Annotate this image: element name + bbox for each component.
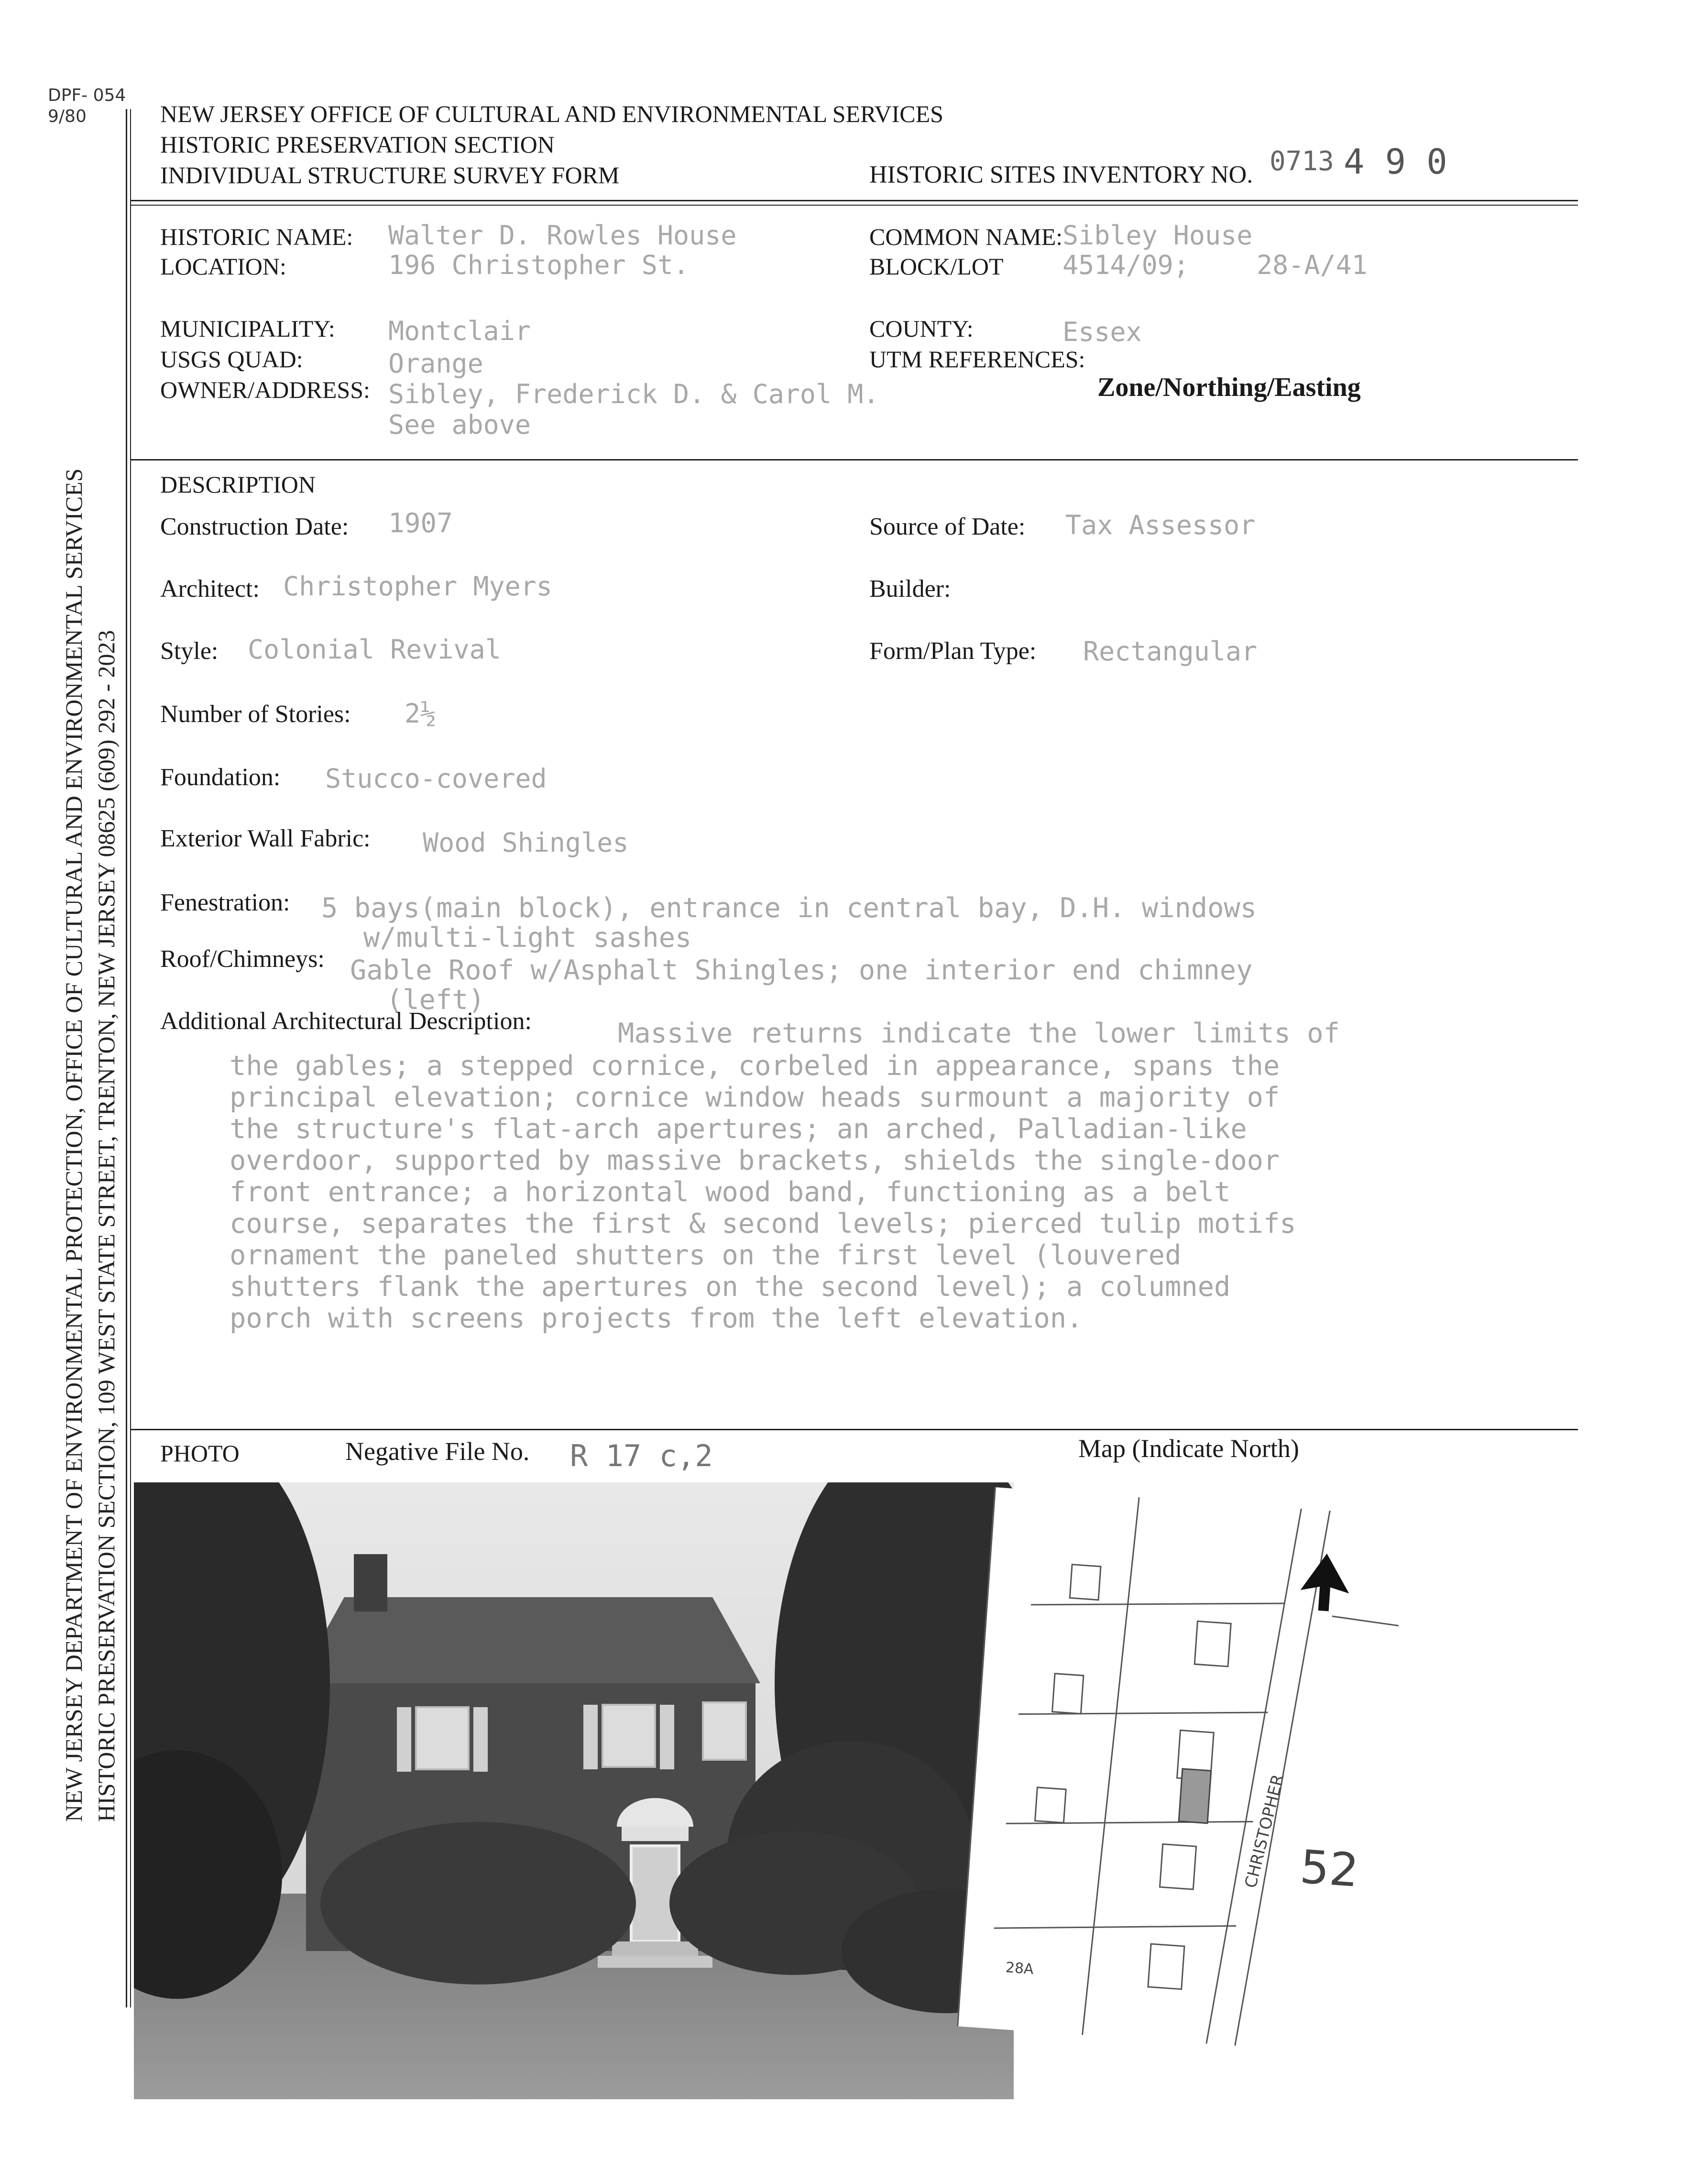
map-label: Map (1078, 1434, 1126, 1463)
north-arrow-icon (1299, 1552, 1352, 1612)
owner-value: Sibley, Frederick D. & Carol M. (388, 379, 879, 409)
map-block-number: 52 (1298, 1840, 1360, 1897)
wall-fabric-value: Wood Shingles (423, 827, 629, 858)
stories-label: Number of Stories: (160, 701, 351, 728)
roof-label: Roof/Chimneys: (160, 945, 325, 973)
map-street-label: CHRISTOPHER (1241, 1772, 1288, 1890)
inventory-number: 0713 (1270, 146, 1334, 177)
owner-label: OWNER/ADDRESS: (160, 376, 370, 403)
location-value: 196 Christopher St. (388, 250, 690, 280)
utm-columns: Zone/Northing/Easting (1097, 373, 1361, 402)
style-label: Style: (160, 637, 219, 665)
fenestration-label: Fenestration: (160, 889, 290, 916)
owner-address-value: See above (388, 409, 531, 440)
negative-file-label: Negative File No. (345, 1437, 530, 1466)
inventory-suffix: 4 9 0 (1344, 142, 1447, 182)
utm-label: UTM REFERENCES: (869, 346, 1085, 373)
construction-date-label: Construction Date: (160, 513, 349, 540)
agency-name: NEW JERSEY OFFICE OF CULTURAL AND ENVIRONMENTAL SERVICES (160, 100, 943, 127)
description-rule (130, 1429, 1578, 1430)
historic-name-value: Walter D. Rowles House (388, 220, 737, 251)
negative-file-number: R 17 c,2 (570, 1438, 713, 1473)
county-label: COUNTY: (869, 315, 974, 342)
architect-value: Christopher Myers (283, 571, 552, 602)
foundation-label: Foundation: (160, 764, 281, 791)
block-lot-value: 4514/09; (1062, 250, 1189, 280)
historic-name-label: HISTORIC NAME: (160, 223, 353, 250)
description-heading: DESCRIPTION (160, 471, 316, 498)
additional-description-first-line: Massive returns indicate the lower limits of (618, 1018, 1340, 1049)
roof-value-1: Gable Roof w/Asphalt Shingles; one interior end chimney (350, 954, 1253, 986)
inventory-label: HISTORIC SITES INVENTORY NO. (869, 161, 1253, 188)
location-label: LOCATION: (160, 253, 286, 280)
left-border-rule (126, 109, 127, 2007)
usgs-quad-value: Orange (388, 348, 483, 379)
additional-description-label: Additional Architectural Description: (160, 1008, 532, 1035)
form-plan-value: Rectangular (1083, 636, 1258, 667)
fenestration-value-1: 5 bays(main block), entrance in central bay, D.H. windows (321, 892, 1257, 924)
header-rule (130, 200, 1578, 201)
site-map (957, 1487, 1425, 2056)
side-text-line-2: HISTORIC PRESERVATION SECTION, 109 WEST STATE STREET, TRENTON, NEW JERSEY 08625 (609) 292 - 2023 (93, 630, 120, 1822)
source-of-date-value: Tax Assessor (1065, 510, 1256, 540)
fenestration-value-2: w/multi-light sashes (363, 922, 692, 954)
style-value: Colonial Revival (248, 634, 501, 665)
wall-fabric-label: Exterior Wall Fabric: (160, 825, 371, 852)
stories-value: 2½ (405, 698, 437, 729)
map-north-hint: (Indicate North) (1132, 1434, 1299, 1463)
usgs-quad-label: USGS QUAD: (160, 346, 303, 373)
header-rule-2 (130, 205, 1578, 206)
architect-label: Architect: (160, 575, 260, 603)
left-border-rule-inner (130, 109, 131, 2007)
map-lot-label: 28A (1005, 1959, 1034, 1978)
side-address-text (57, 469, 122, 1822)
side-text-line-1: NEW JERSEY DEPARTMENT OF ENVIRONMENTAL PROTECTION, OFFICE OF CULTURAL AND ENVIRONMENTAL SERVICES (60, 468, 87, 1822)
common-name-value: Sibley House (1062, 220, 1253, 251)
house-photo (134, 1482, 1014, 2099)
additional-description-text: the gables; a stepped cornice, corbeled in appearance, spans the principal elevation; cornice window heads surmount a majority of the structure's flat-arch apertures; an arched, Palladian-like overdoor, supported by massive brackets, shields the single-door front entrance; a horizontal wood band, functioning as a belt course, separates the first & second levels; pierced tulip motifs ornament the paneled shutters on the first level (louvered shutters flank the apertures on the second level); a columned porch with screens projects from the left elevation. (230, 1050, 1296, 1334)
municipality-label: MUNICIPALITY: (160, 315, 335, 342)
county-value: Essex (1062, 317, 1142, 347)
roof-value-2: (left) (386, 984, 485, 1016)
source-of-date-label: Source of Date: (869, 513, 1026, 540)
section-name: HISTORIC PRESERVATION SECTION (160, 131, 555, 158)
form-code-number: DPF- 054 (48, 86, 126, 105)
common-name-label: COMMON NAME: (869, 223, 1063, 250)
municipality-value: Montclair (388, 316, 531, 346)
identification-rule (130, 459, 1578, 461)
foundation-value: Stucco-covered (325, 763, 547, 794)
construction-date-value: 1907 (388, 508, 453, 539)
form-code-date: 9/80 (48, 107, 87, 126)
photo-label: PHOTO (160, 1440, 240, 1467)
block-lot-value-2: 28-A/41 (1257, 250, 1368, 280)
map-heading (1078, 1434, 1299, 1463)
builder-label: Builder: (869, 575, 951, 603)
form-code (48, 85, 126, 127)
form-title: INDIVIDUAL STRUCTURE SURVEY FORM (160, 162, 620, 188)
block-lot-label: BLOCK/LOT (869, 253, 1004, 280)
form-plan-label: Form/Plan Type: (869, 637, 1037, 665)
